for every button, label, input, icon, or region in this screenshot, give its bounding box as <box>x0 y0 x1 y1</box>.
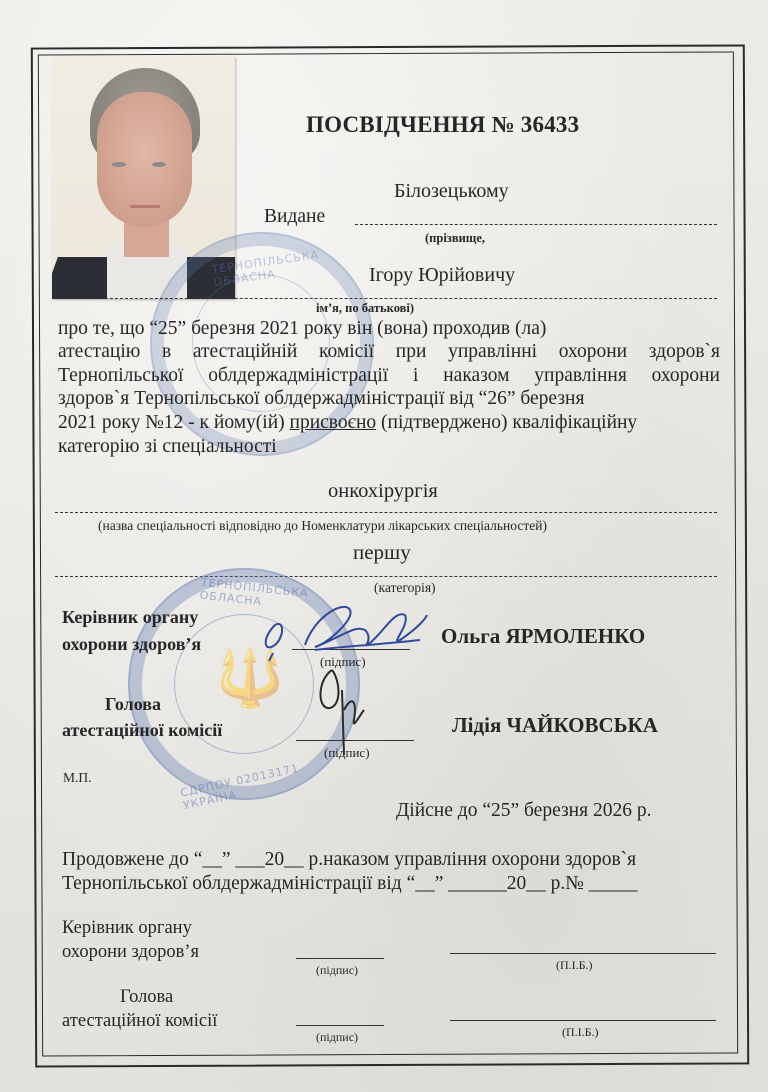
body-line-3: Тернопільської облдержадміністрації і наказом управління охорони <box>58 365 720 386</box>
specialty-value: онкохірургія <box>328 480 438 502</box>
photo-eye <box>152 162 166 167</box>
surname-caption: (прізвище, <box>425 231 485 245</box>
body-line-1: про те, що “25” березня 2021 року він (вона) проходив (ла) <box>58 318 547 339</box>
stamp-ring-text-top: ТЕРНОПІЛЬСЬКА ОБЛАСНА <box>199 575 310 609</box>
ext-chair-name-line <box>450 1020 716 1021</box>
ext-chair-signature-caption: (підпис) <box>316 1030 359 1044</box>
given-names-underline <box>55 298 717 299</box>
head-name: Ольга ЯРМОЛЕНКО <box>441 624 646 648</box>
photo-mouth <box>130 205 160 208</box>
ext-head-label-line1: Керівник органу <box>62 918 192 938</box>
body-line-5 <box>58 412 637 434</box>
ext-head-name-line <box>450 953 716 954</box>
body-line-2: атестацію в атестаційній комісії при управлінні охорони здоров`я <box>58 341 720 362</box>
ext-head-name-caption: (П.І.Б.) <box>556 958 593 972</box>
stamp-ring-text-bottom: СДРПОУ 02013171 УКРАЇНА <box>179 761 301 813</box>
specialty-underline <box>55 512 717 513</box>
stamp-ring-text: ТЕРНОПІЛЬСЬКА ОБЛАСНА <box>210 248 320 290</box>
trident-emblem-icon: 🔱 <box>215 646 285 711</box>
chair-signature-icon <box>312 660 382 770</box>
category-caption: (категорія) <box>374 580 436 595</box>
surname-underline <box>355 224 717 225</box>
ext-chair-label-line1: Голова <box>120 987 174 1007</box>
head-label-line2: охорони здоров’я <box>62 634 202 654</box>
body-line-4: здоров`я Тернопільської облдержадміністрації від “26” березня <box>58 388 585 409</box>
seal-label: М.П. <box>63 770 92 785</box>
valid-until: Дійсне до “25” березня 2026 р. <box>396 800 652 821</box>
body-line-6: категорію зі спеціальності <box>58 436 277 457</box>
category-underline <box>55 576 717 577</box>
ext-head-signature-caption: (підпис) <box>316 963 359 977</box>
chair-name: Лідія ЧАЙКОВСЬКА <box>452 713 658 737</box>
body-line-5-end: (підтверджено) кваліфікаційну <box>381 412 638 433</box>
head-label-line1: Керівник органу <box>62 607 199 627</box>
ext-chair-name-caption: (П.І.Б.) <box>562 1025 599 1039</box>
ext-chair-signature-line <box>296 1025 384 1026</box>
chair-signature-caption: (підпис) <box>324 745 370 760</box>
assigned-underlined: присвоєно <box>289 412 377 433</box>
head-signature-icon <box>255 595 435 665</box>
given-names-value: Ігору Юрійовичу <box>369 264 516 286</box>
ext-head-label-line2: охорони здоров’я <box>62 942 200 962</box>
ext-chair-label-line2: атестаційної комісії <box>62 1011 218 1031</box>
photo-eye <box>112 162 126 167</box>
extension-line-2: Тернопільської облдержадміністрації від “__” ______20__ р.№ _____ <box>62 873 638 894</box>
head-signature-caption: (підпис) <box>320 654 366 669</box>
issued-label: Видане <box>264 206 326 227</box>
body-line-5-start: 2021 року №12 - к йому(ій) <box>58 412 285 433</box>
extension-line-1: Продовжене до “__” ___20__ р.наказом управління охорони здоров`я <box>62 849 637 870</box>
category-value: першу <box>353 540 411 564</box>
chair-label-line1: Голова <box>105 694 162 714</box>
given-names-caption: ім’я, по батькові) <box>316 301 415 315</box>
chair-label-line2: атестаційної комісії <box>62 720 223 740</box>
specialty-caption: (назва спеціальності відповідно до Номенклатури лікарських спеціальностей) <box>98 518 547 533</box>
page-title: ПОСВІДЧЕННЯ № 36433 <box>306 112 580 137</box>
surname-value: Білозецькому <box>394 180 509 202</box>
ext-head-signature-line <box>296 958 384 959</box>
